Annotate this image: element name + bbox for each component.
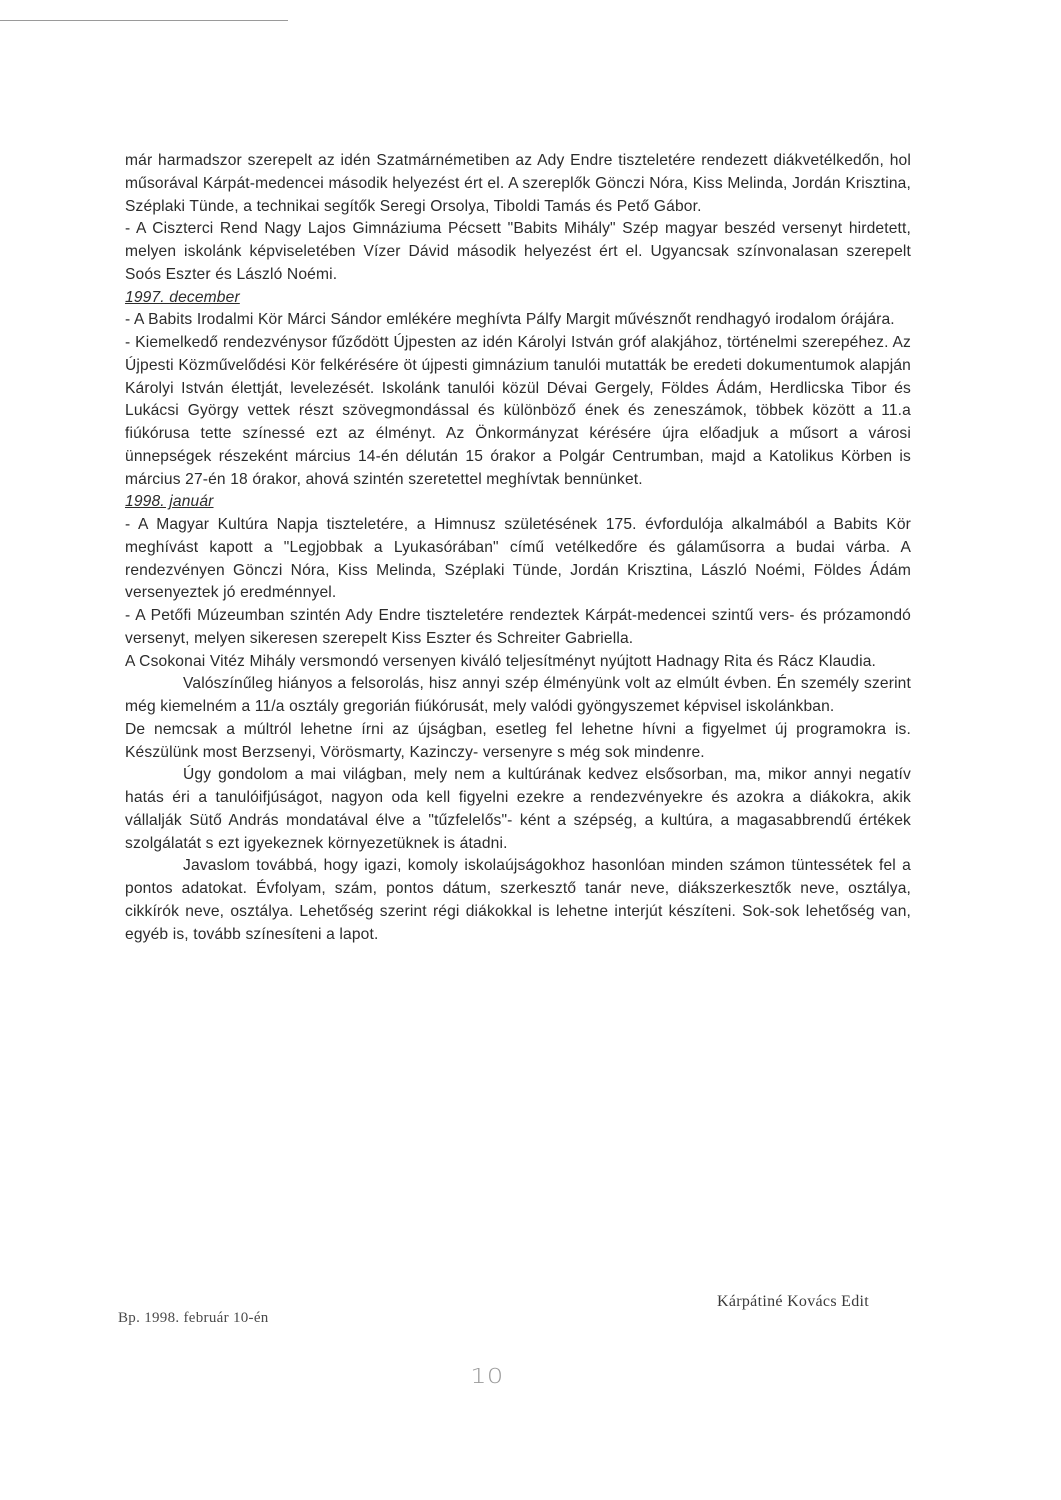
paragraph: - Kiemelkedő rendezvénysor fűződött Újpesten az idén Károlyi István gróf alakjához, történelmi szerepéhez. Az Újpesti Közművelődési Kör felkérésére öt újpesti gimnázium tanulói mutatták be eredeti dokumentumok alapján Károlyi István élettját, levelezését. Iskolánk tanulói közül Dévai Gergely, Földes Ádám, Herdlicska Tibor és Lukácsi György vettek részt szövegmondással és különböző ének és zeneszámok, többek között a 11.a fiúkórusa tette színessé ezt az élményt. Az Önkormányzat kérésére újra előadjuk a műsort a városi ünnepségek részeként március 14-én délután 15 órakor a Polgár Centrumban, majd a Katolikus Körben is március 27-én 18 órakor, ahová szintén szeretettel meghívtak bennünket. [125,334,911,488]
paragraph: A Csokonai Vitéz Mihály versmondó versenyen kiváló teljesítményt nyújtott Hadnagy Rita és Rácz Klaudia. [125,652,877,670]
paragraph: - A Babits Irodalmi Kör Márci Sándor emlékére meghívta Pálfy Margit művésznőt rendhagyó irodalom órájára. [125,311,895,329]
place-and-date: Bp. 1998. február 10-én [118,1310,269,1326]
paragraph: - A Magyar Kultúra Napja tiszteletére, a Himnusz születésének 175. évfordulója alkalmából a Babits Kör meghívást kapott a "Legjobbak a Lyukasórában" című vetélkedőre és gálaműsorra a budai várba. A rendezvényen Gönczi Nóra, Kiss Melinda, Széplaki Tünde, Jordán Krisztina, László Noémi, Földes Ádám versenyeztek jó eredménnyel. [125,516,911,602]
page-number: 10 [470,1364,504,1388]
paragraph: már harmadszor szerepelt az idén Szatmárnémetiben az Ady Endre tiszteletére rendezett diákvetélkedőn, hol műsorával Kárpát-medencei második helyezést ért el. A szereplők Gönczi Nóra, Kiss Melinda, Jordán Krisztina, Széplaki Tünde, a technikai segítők Seregi Orsolya, Tiboldi Tamás és Pető Gábor. [125,152,911,215]
paragraph: De nemcsak a múltról lehetne írni az újságban, esetleg fel lehetne hívni a figyelmet új programokra is. Készülünk most Berzsenyi, Vörösmarty, Kazinczy- versenyre s még sok mindenre. [125,720,911,761]
paragraph: Úgy gondolom a mai világban, mely nem a kultúrának kedvez elsősorban, ma, mikor annyi negatív hatás éri a tanulóifjúságot, nagyon oda kell figyelni ezekre a rendezvényekre és azokra a diákokra, akik vállalják Sütő András mondatával élve a "tűzfelelős"- ként a szépség, a kultúra, a magasabbrendű értékek szolgálatát s ezt igyekeznek környezetüknek is átadni. [125,766,911,852]
document-body [125,150,911,946]
section-date-heading: 1997. december [125,288,240,306]
paragraph: Valószínűleg hiányos a felsorolás, hisz annyi szép élményünk volt az elmúlt évben. Én személy szerint még kiemelném a 11/a osztály gregorián fiúkórusát, mely valódi gyöngyszemet képvisel iskolánkban. [125,675,911,715]
paragraph: - A Petőfi Múzeumban szintén Ady Endre tiszteletére rendeztek Kárpát-medencei szintű vers- és prózamondó versenyt, melyen sikeresen szerepelt Kiss Eszter és Schreiter Gabriella. [125,607,911,647]
author-signature: Kárpátiné Kovács Edit [717,1293,870,1310]
section-date-heading: 1998. január [125,493,214,511]
paragraph: - A Ciszterci Rend Nagy Lajos Gimnáziuma Pécsett "Babits Mihály" Szép magyar beszéd versenyt hirdetett, melyen iskolánk képviseletében Vízer Dávid második helyezést ért el. Ugyancsak színvonalasan szerepelt Soós Eszter és László Noémi. [125,220,911,283]
paragraph: Javaslom továbbá, hogy igazi, komoly iskolaújságokhoz hasonlóan minden számon tüntessétek fel a pontos adatokat. Évfolyam, szám, pontos dátum, szerkesztő tanár neve, diákszerkesztők neve, osztálya, cikkírók neve, osztálya. Lehetőség szerint régi diákokkal is lehetne interjút készíteni. Sok-sok lehetőség van, egyéb is, tovább színesíteni a lapot. [125,857,911,943]
top-rule [0,20,288,21]
